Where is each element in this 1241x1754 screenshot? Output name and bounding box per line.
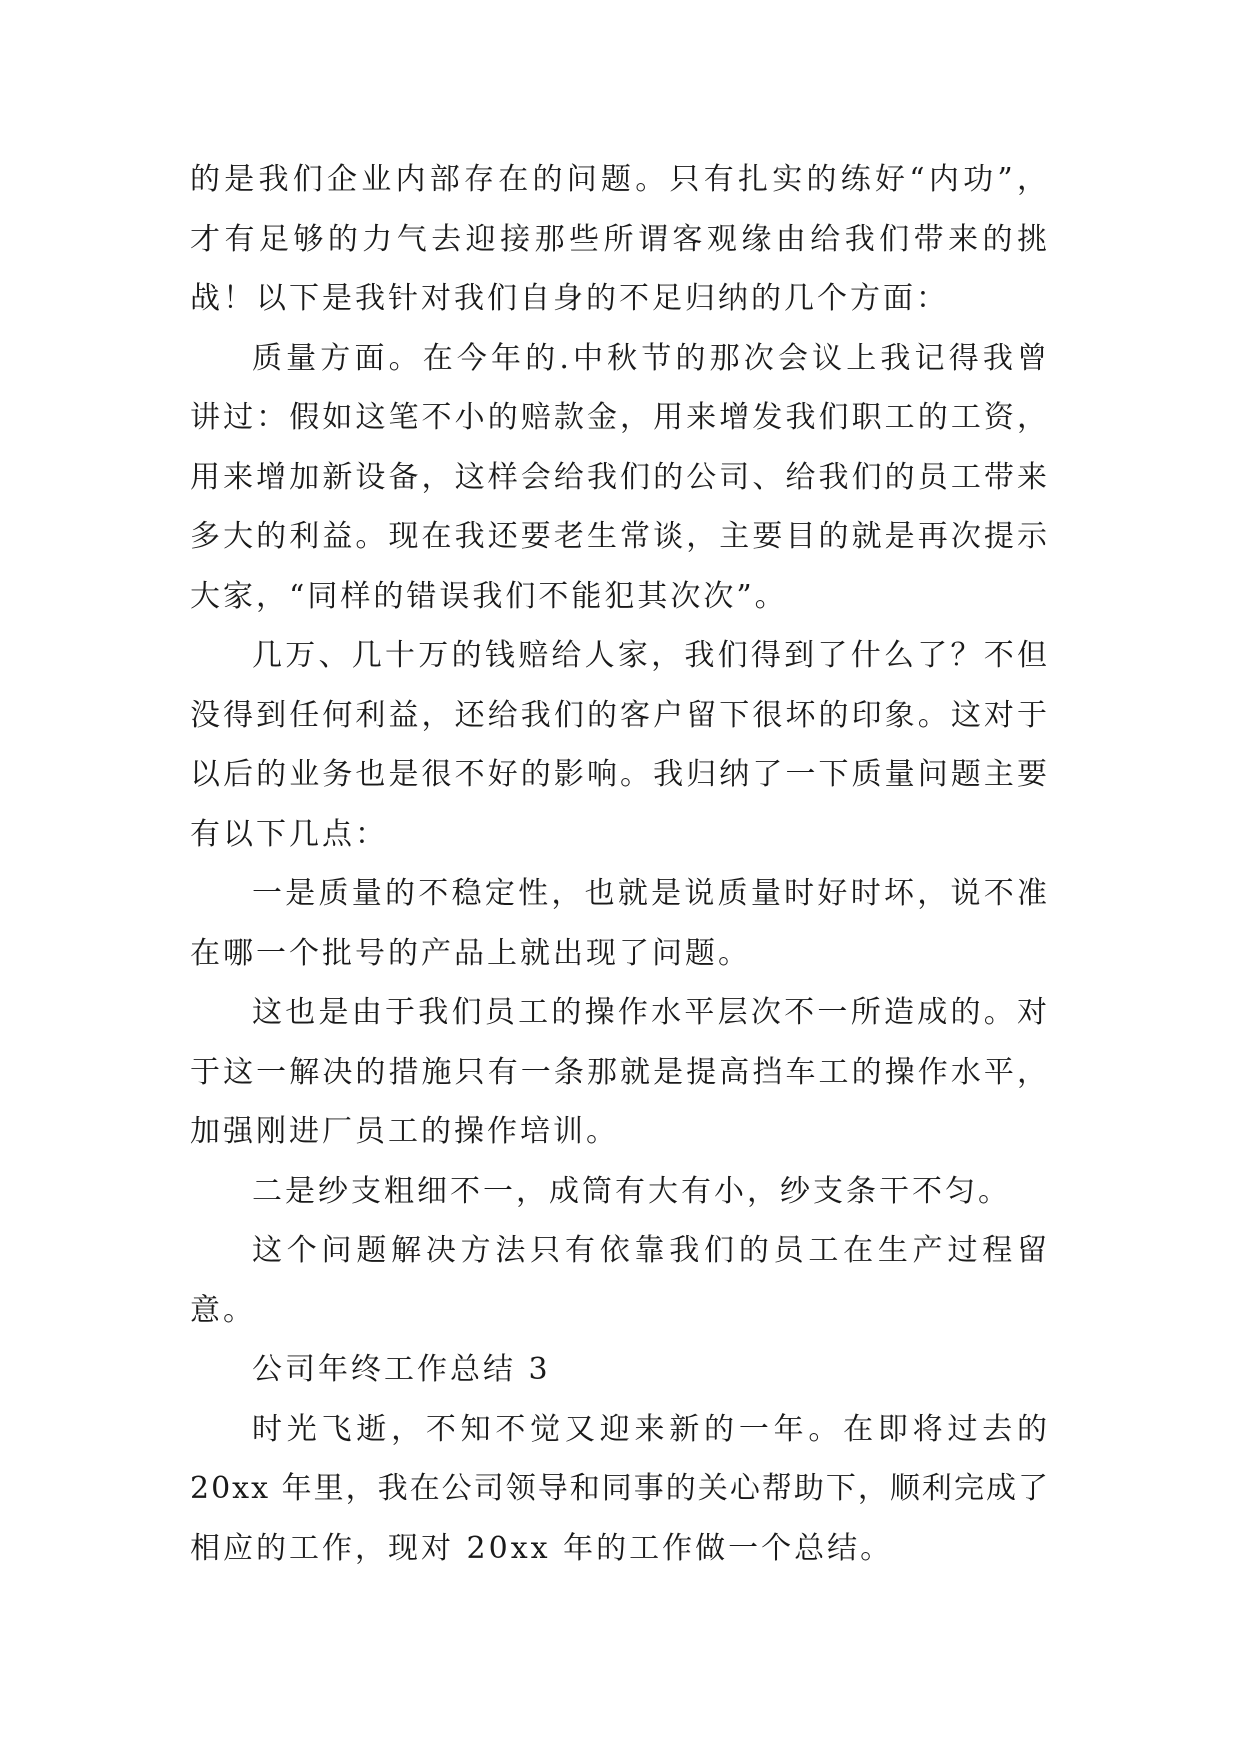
text-line: 意。 [190,1292,256,1328]
text-line: 战！以下是我针对我们自身的不足归纳的几个方面： [190,281,949,316]
text-line: 有以下几点： [190,816,388,852]
text-line: 一是质量的不稳定性，也就是说质量时好时坏，说不准 [252,876,1050,911]
text-line: 时光飞逝，不知不觉又迎来新的一年。在即将过去的 [252,1411,1050,1447]
section-heading [190,1340,1050,1400]
paragraph [190,1400,1050,1579]
paragraph [190,626,1050,864]
paragraph [190,1221,1050,1340]
text-line: 的是我们企业内部存在的问题。只有扎实的练好“内功”， [190,162,1050,197]
text-line: 加强刚进厂员工的操作培训。 [190,1114,619,1149]
text-line: 于这一解决的措施只有一条那就是提高挡车工的操作水平， [190,1054,1050,1090]
paragraph [190,1162,1050,1222]
text-line: 二是纱支粗细不一，成筒有大有小，纱支条干不匀。 [252,1173,1011,1209]
document-body [190,150,1050,1578]
text-line: 多大的利益。现在我还要老生常谈，主要目的就是再次提示 [190,519,1050,554]
text-line: 大家，“同样的错误我们不能犯其次次”。 [190,578,788,614]
text-line: 质量方面。在今年的.中秋节的那次会议上我记得我曾 [252,340,1050,376]
text-line: 几万、几十万的钱赔给人家，我们得到了什么了？不但 [252,638,1050,673]
paragraph [190,150,1050,329]
text-line: 相应的工作，现对 20xx 年的工作做一个总结。 [190,1530,894,1566]
text-line: 在哪一个批号的产品上就出现了问题。 [190,935,751,971]
text-line: 才有足够的力气去迎接那些所谓客观缘由给我们带来的挑 [190,221,1050,257]
text-line: 这个问题解决方法只有依靠我们的员工在生产过程留 [252,1233,1050,1268]
text-line: 20xx 年里，我在公司领导和同事的关心帮助下，顺利完成了 [190,1471,1050,1506]
text-line: 没得到任何利益，还给我们的客户留下很坏的印象。这对于 [190,697,1050,733]
text-line: 这也是由于我们员工的操作水平层次不一所造成的。对 [252,995,1050,1030]
paragraph [190,864,1050,983]
paragraph [190,329,1050,627]
text-line: 以后的业务也是很不好的影响。我归纳了一下质量问题主要 [190,757,1050,792]
heading-text: 公司年终工作总结 3 [252,1352,551,1387]
paragraph [190,983,1050,1162]
text-line: 用来增加新设备，这样会给我们的公司、给我们的员工带来 [190,459,1050,495]
text-line: 讲过：假如这笔不小的赔款金，用来增发我们职工的工资， [190,400,1050,435]
